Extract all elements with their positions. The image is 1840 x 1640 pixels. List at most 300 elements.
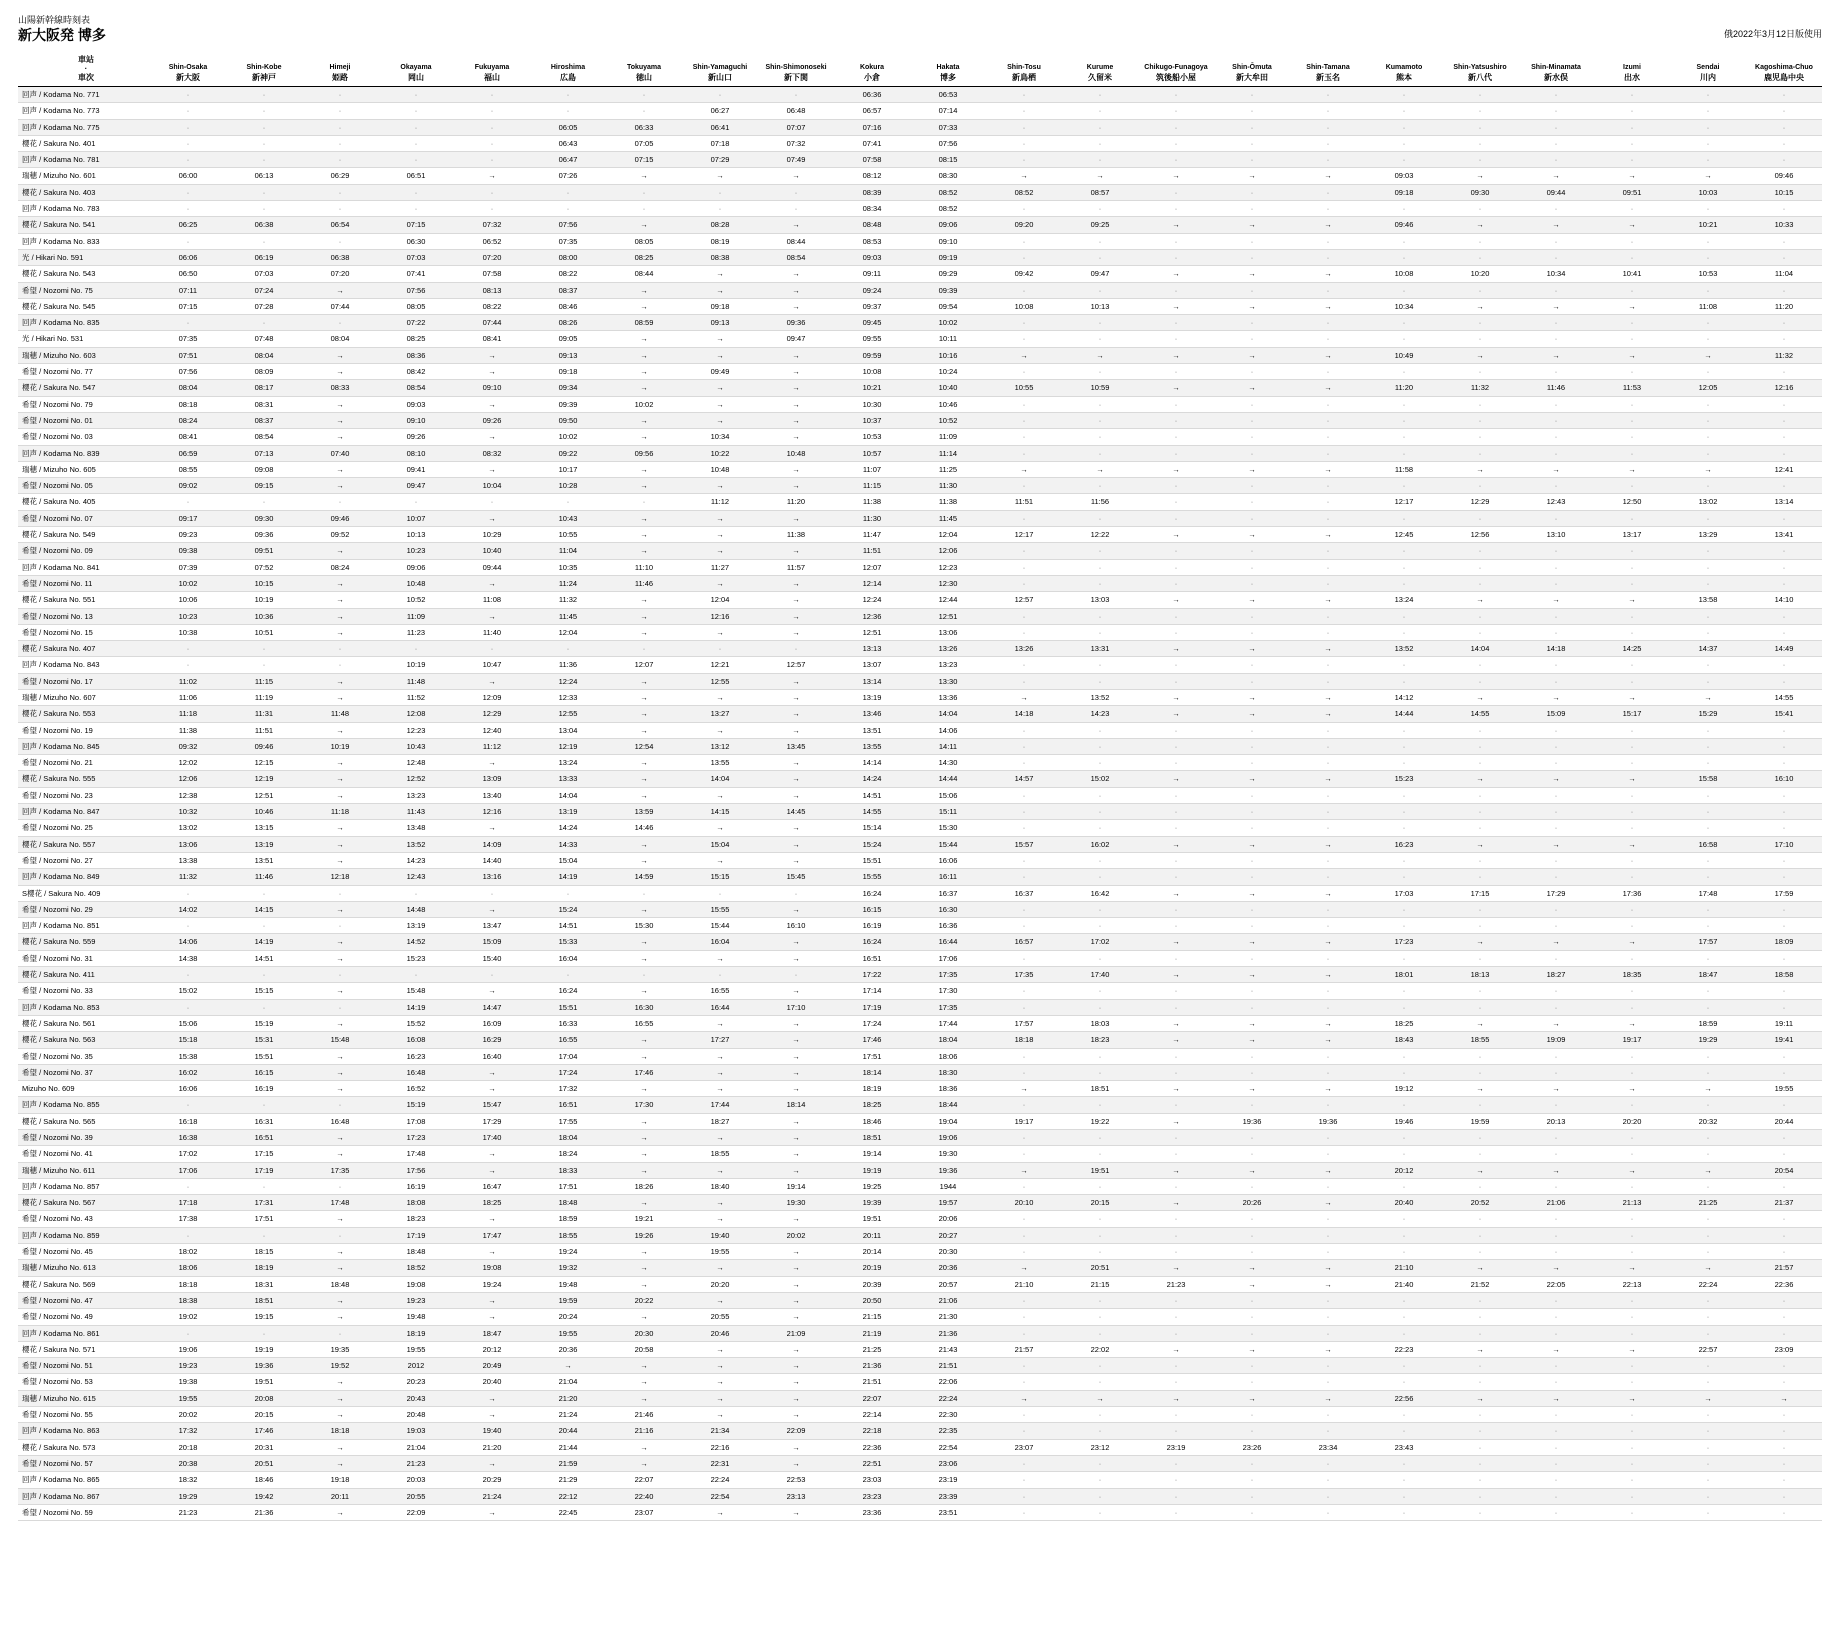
time-cell: → [1290,689,1366,705]
train-name-cell: 希望 / Nozomi No. 47 [18,1292,150,1308]
time-cell: · [530,494,606,510]
time-cell: 08:24 [302,559,378,575]
time-cell: 19:02 [150,1309,226,1325]
time-cell: 21:23 [378,1455,454,1471]
time-cell: 13:24 [1366,592,1442,608]
time-cell: → [1518,347,1594,363]
time-cell: 08:42 [378,364,454,380]
time-cell: · [1366,364,1442,380]
time-cell: → [1290,168,1366,184]
time-cell: → [1214,771,1290,787]
time-cell: 10:29 [454,527,530,543]
time-cell: · [1594,1244,1670,1260]
time-cell: 19:03 [378,1423,454,1439]
time-cell: · [1518,331,1594,347]
time-cell: 11:27 [682,559,758,575]
time-cell: 13:52 [378,836,454,852]
time-cell: 11:12 [454,738,530,754]
time-cell: 13:13 [834,641,910,657]
time-cell: → [1290,836,1366,852]
time-cell: 13:45 [758,738,834,754]
time-cell: 10:02 [530,429,606,445]
time-cell: · [1670,1227,1746,1243]
time-cell: 09:23 [150,527,226,543]
time-cell: · [1746,1325,1822,1341]
time-cell: · [1518,852,1594,868]
time-cell: 14:33 [530,836,606,852]
time-cell: · [226,494,302,510]
time-cell: → [606,1130,682,1146]
time-cell: → [758,950,834,966]
time-cell: · [1062,1130,1138,1146]
time-cell: 07:22 [378,315,454,331]
table-row [18,1081,1822,1097]
time-cell: · [1518,1374,1594,1390]
time-cell: 21:10 [1366,1260,1442,1276]
time-cell: · [1214,135,1290,151]
time-cell: · [1518,119,1594,135]
time-cell: · [1518,918,1594,934]
time-cell: 14:52 [378,934,454,950]
time-cell: → [606,1032,682,1048]
time-cell: 17:10 [1746,836,1822,852]
time-cell: · [1366,1504,1442,1520]
time-cell: · [1746,1097,1822,1113]
time-cell: 06:59 [150,445,226,461]
time-cell: · [1366,673,1442,689]
time-cell: 13:24 [530,755,606,771]
time-cell: 20:19 [834,1260,910,1276]
time-cell: 15:52 [378,1015,454,1031]
time-cell: 16:30 [910,901,986,917]
time-cell: · [986,1097,1062,1113]
time-cell: · [1518,755,1594,771]
time-cell: → [758,771,834,787]
time-cell: · [150,87,226,103]
time-cell: → [758,347,834,363]
time-cell: → [1442,217,1518,233]
time-cell: 11:20 [1366,380,1442,396]
time-cell: → [1138,592,1214,608]
time-cell: → [1442,1081,1518,1097]
time-cell: · [986,1178,1062,1194]
time-cell: 08:30 [910,168,986,184]
time-cell: 18:24 [530,1146,606,1162]
time-cell: 10:34 [682,429,758,445]
table-row [18,787,1822,803]
table-row [18,461,1822,477]
time-cell: · [302,494,378,510]
time-cell: 08:28 [682,217,758,233]
time-cell: → [1214,641,1290,657]
time-cell: → [758,1260,834,1276]
time-cell: · [986,1309,1062,1325]
time-cell: 08:59 [606,315,682,331]
time-cell: 10:15 [226,575,302,591]
time-cell: · [530,103,606,119]
time-cell: → [302,1390,378,1406]
time-cell: · [1746,1178,1822,1194]
time-cell: 08:19 [682,233,758,249]
time-cell: → [606,527,682,543]
time-cell: → [1442,1390,1518,1406]
time-cell: 10:23 [378,543,454,559]
time-cell: 07:56 [378,282,454,298]
time-cell: · [758,967,834,983]
time-cell: 10:21 [834,380,910,396]
time-cell: → [758,1064,834,1080]
time-cell: · [986,364,1062,380]
time-cell: → [758,755,834,771]
time-cell: 13:06 [910,624,986,640]
time-cell: 15:14 [834,820,910,836]
time-cell: 10:20 [1442,266,1518,282]
time-cell: · [1138,787,1214,803]
table-row [18,657,1822,673]
time-cell: 06:13 [226,168,302,184]
time-cell: · [302,119,378,135]
time-cell: · [1594,575,1670,591]
train-name-cell: 瑞穂 / Mizuho No. 601 [18,168,150,184]
time-cell: 20:38 [150,1455,226,1471]
time-cell: 18:52 [378,1260,454,1276]
time-cell: 18:55 [530,1227,606,1243]
table-row [18,282,1822,298]
time-cell: 23:07 [606,1504,682,1520]
time-cell: → [1594,1015,1670,1031]
station-header-en: Kumamoto [1385,64,1423,71]
time-cell: → [454,608,530,624]
table-row [18,673,1822,689]
time-cell: 10:52 [910,412,986,428]
table-row [18,641,1822,657]
table-row [18,1130,1822,1146]
time-cell: → [1214,1390,1290,1406]
time-cell: · [1746,657,1822,673]
time-cell: → [758,266,834,282]
time-cell: 11:20 [758,494,834,510]
time-cell: 20:26 [1214,1195,1290,1211]
time-cell: → [454,1211,530,1227]
time-cell: · [378,103,454,119]
time-cell: 09:38 [150,543,226,559]
time-cell: · [1518,983,1594,999]
time-cell: · [1062,1211,1138,1227]
train-name-cell: 回声 / Kodama No. 851 [18,918,150,934]
train-name-cell: 希望 / Nozomi No. 17 [18,673,150,689]
time-cell: → [302,282,378,298]
time-cell: · [986,135,1062,151]
time-cell: · [986,103,1062,119]
time-cell: 20:23 [378,1374,454,1390]
time-cell: → [1670,1390,1746,1406]
time-cell: · [454,87,530,103]
time-cell: 06:43 [530,135,606,151]
time-cell: 22:07 [606,1472,682,1488]
time-cell: 06:19 [226,249,302,265]
time-cell: 15:02 [1062,771,1138,787]
time-cell: → [302,575,378,591]
table-row [18,1178,1822,1194]
time-cell: · [1138,396,1214,412]
time-cell: 07:03 [226,266,302,282]
time-cell: 09:18 [682,298,758,314]
time-cell: 14:11 [910,738,986,754]
time-cell: 07:56 [530,217,606,233]
time-cell: 21:40 [1366,1276,1442,1292]
time-cell: 07:15 [150,298,226,314]
time-cell: · [1290,755,1366,771]
time-cell: · [1442,1358,1518,1374]
time-cell: 09:13 [682,315,758,331]
time-cell: · [1214,869,1290,885]
time-cell: → [1214,885,1290,901]
time-cell: 14:51 [834,787,910,803]
time-cell: 14:04 [1442,641,1518,657]
table-row [18,1455,1822,1471]
time-cell: · [1138,1211,1214,1227]
time-cell: 20:58 [606,1341,682,1357]
time-cell: · [1594,364,1670,380]
time-cell: → [606,787,682,803]
time-cell: 16:42 [1062,885,1138,901]
time-cell: · [1594,999,1670,1015]
time-cell: 13:52 [1366,641,1442,657]
time-cell: 21:46 [606,1407,682,1423]
time-cell: · [1138,1472,1214,1488]
time-cell: 19:24 [530,1244,606,1260]
time-cell: · [226,1097,302,1113]
time-cell: · [1214,396,1290,412]
time-cell: → [302,1244,378,1260]
time-cell: · [682,184,758,200]
time-cell: → [1442,1015,1518,1031]
time-cell: → [758,1130,834,1146]
time-cell: 19:39 [834,1195,910,1211]
time-cell: 12:04 [910,527,986,543]
time-cell: 07:56 [150,364,226,380]
time-cell: → [1290,380,1366,396]
time-cell: → [606,1455,682,1471]
time-cell: 13:02 [1670,494,1746,510]
time-cell: 14:46 [606,820,682,836]
time-cell: 11:56 [1062,494,1138,510]
time-cell: 16:24 [834,934,910,950]
time-cell: 18:31 [226,1276,302,1292]
time-cell: → [986,168,1062,184]
time-cell: 18:55 [682,1146,758,1162]
time-cell: → [606,331,682,347]
time-cell: 18:15 [226,1244,302,1260]
time-cell: · [1594,233,1670,249]
time-cell: · [682,885,758,901]
time-cell: 16:55 [682,983,758,999]
time-cell: 12:19 [530,738,606,754]
time-cell: 09:29 [910,266,986,282]
time-cell: 18:32 [150,1472,226,1488]
time-cell: 06:33 [606,119,682,135]
station-header-jp: 新鳥栖 [1012,73,1036,82]
time-cell: · [1670,429,1746,445]
station-header-7 [682,52,758,87]
time-cell: 11:19 [226,689,302,705]
time-cell: 14:51 [530,918,606,934]
time-cell: 14:23 [378,852,454,868]
time-cell: → [454,1162,530,1178]
time-cell: · [1062,722,1138,738]
train-name-cell: 回声 / Kodama No. 861 [18,1325,150,1341]
time-cell: 12:15 [226,755,302,771]
time-cell: · [1594,152,1670,168]
time-cell: 09:02 [150,478,226,494]
time-cell: · [758,641,834,657]
time-cell: · [1594,249,1670,265]
station-header-jp: 川内 [1700,73,1716,82]
time-cell: · [606,494,682,510]
time-cell: · [1670,1064,1746,1080]
time-cell: → [758,673,834,689]
time-cell: → [1594,689,1670,705]
train-col-line2: · [84,64,88,73]
time-cell: 09:47 [758,331,834,347]
time-cell: 08:37 [530,282,606,298]
train-name-cell: 櫻花 / Sakura No. 567 [18,1195,150,1211]
time-cell: → [758,934,834,950]
time-cell: · [1290,445,1366,461]
time-cell: · [1214,315,1290,331]
time-cell: 16:33 [530,1015,606,1031]
time-cell: 22:54 [910,1439,986,1455]
time-cell: 09:55 [834,331,910,347]
train-name-cell: 回声 / Kodama No. 865 [18,1472,150,1488]
page-title: 新大阪発 博多 [18,27,106,43]
time-cell: · [1290,282,1366,298]
time-cell: · [1290,983,1366,999]
time-cell: 14:14 [834,755,910,771]
time-cell: · [1670,543,1746,559]
time-cell: 17:32 [150,1423,226,1439]
time-cell: 18:23 [1062,1032,1138,1048]
time-cell: 10:52 [378,592,454,608]
time-cell: 10:35 [530,559,606,575]
time-cell: 23:34 [1290,1439,1366,1455]
time-cell: · [1594,787,1670,803]
time-cell: 20:36 [530,1341,606,1357]
time-cell: 07:26 [530,168,606,184]
time-cell: · [1062,999,1138,1015]
time-cell: · [1138,1130,1214,1146]
time-cell: → [1594,168,1670,184]
time-cell: · [1442,233,1518,249]
time-cell: 11:51 [834,543,910,559]
time-cell: · [1518,1292,1594,1308]
time-cell: · [1518,396,1594,412]
time-cell: · [1366,1097,1442,1113]
time-cell: 11:32 [1746,347,1822,363]
time-cell: · [1214,1309,1290,1325]
time-cell: 10:37 [834,412,910,428]
time-cell: → [1670,1081,1746,1097]
time-cell: 11:46 [1518,380,1594,396]
train-name-cell: 希望 / Nozomi No. 53 [18,1374,150,1390]
time-cell: · [1670,983,1746,999]
train-name-cell: 希望 / Nozomi No. 11 [18,575,150,591]
time-cell: 15:09 [454,934,530,950]
time-cell: → [682,575,758,591]
time-cell: 20:06 [910,1211,986,1227]
time-cell: 15:51 [530,999,606,1015]
table-row [18,901,1822,917]
time-cell: 14:10 [1746,592,1822,608]
time-cell: → [986,461,1062,477]
time-cell: 22:09 [758,1423,834,1439]
time-cell: → [758,820,834,836]
time-cell: · [1518,1504,1594,1520]
time-cell: · [1670,1211,1746,1227]
time-cell: · [1746,901,1822,917]
time-cell: → [302,820,378,836]
time-cell: · [1366,331,1442,347]
train-name-cell: 瑞穂 / Mizuho No. 613 [18,1260,150,1276]
time-cell: · [1290,1309,1366,1325]
table-row [18,950,1822,966]
time-cell: → [1594,1260,1670,1276]
table-row [18,1423,1822,1439]
station-header-jp: 広島 [560,73,576,82]
time-cell: · [1062,1407,1138,1423]
time-cell: · [1594,608,1670,624]
train-name-cell: 櫻花 / Sakura No. 411 [18,967,150,983]
time-cell: → [1518,1390,1594,1406]
time-cell: · [1214,624,1290,640]
time-cell: · [1594,429,1670,445]
time-cell: 23:43 [1366,1439,1442,1455]
time-cell: 23:13 [758,1488,834,1504]
time-cell: → [302,543,378,559]
time-cell: → [1442,1162,1518,1178]
time-cell: · [1062,1358,1138,1374]
time-cell: 16:30 [606,999,682,1015]
time-cell: 19:48 [378,1309,454,1325]
time-cell: 22:57 [1670,1341,1746,1357]
time-cell: 17:51 [834,1048,910,1064]
time-cell: 16:23 [1366,836,1442,852]
time-cell: → [454,461,530,477]
time-cell: · [1214,429,1290,445]
time-cell: 18:26 [606,1178,682,1194]
time-cell: → [682,1081,758,1097]
time-cell: 23:26 [1214,1439,1290,1455]
time-cell: 12:05 [1670,380,1746,396]
time-cell: · [226,1325,302,1341]
time-cell: → [606,1309,682,1325]
time-cell: 23:06 [910,1455,986,1471]
time-cell: → [758,575,834,591]
time-cell: → [454,820,530,836]
time-cell: 14:24 [530,820,606,836]
time-cell: → [1062,347,1138,363]
time-cell: · [1138,201,1214,217]
time-cell: 12:43 [378,869,454,885]
time-cell: 07:28 [226,298,302,314]
time-cell: · [150,152,226,168]
time-cell: · [1366,315,1442,331]
time-cell: · [1442,152,1518,168]
time-cell: 20:11 [834,1227,910,1243]
time-cell: 17:56 [378,1162,454,1178]
time-cell: 17:57 [1670,934,1746,950]
time-cell: · [1670,249,1746,265]
